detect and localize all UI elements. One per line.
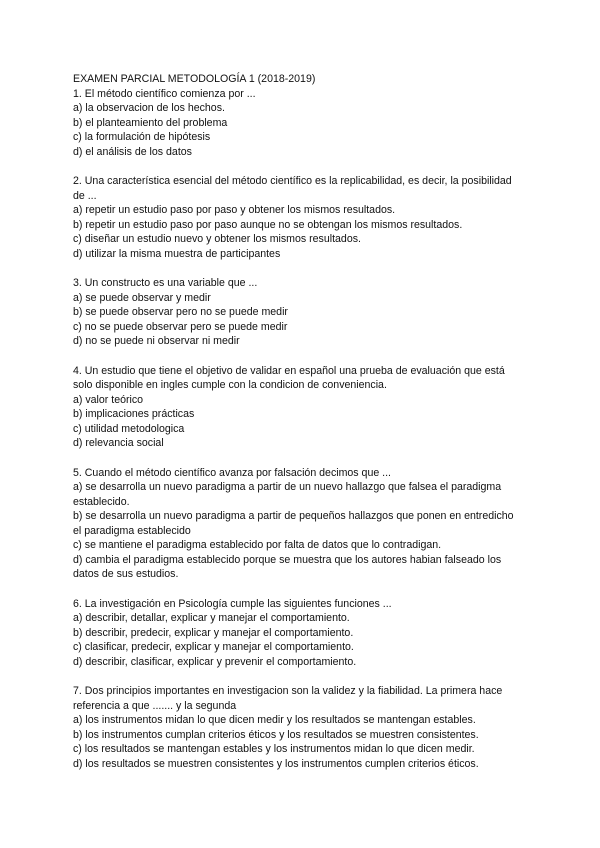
option-c: c) no se puede observar pero se puede medir [73,320,288,333]
question-6 [73,597,523,670]
option-b: b) el planteamiento del problema [73,116,228,129]
question-text: 1. El método científico comienza por ... [73,87,256,100]
option-a: a) repetir un estudio paso por paso y obtener los mismos resultados. [73,204,396,216]
question-2 [73,174,523,261]
option-b: b) se desarrolla un nuevo paradigma a partir de pequeños hallazgos que ponen en entredicho el paradigma establecido [73,510,517,537]
option-c: c) utilidad metodologica [73,422,185,435]
exam-content [73,72,523,786]
option-b: b) describir, predecir, explicar y manejar el comportamiento. [73,626,354,639]
question-text: 3. Un constructo es una variable que ... [73,277,258,289]
option-d: d) no se puede ni observar ni medir [73,335,240,347]
option-b: b) implicaciones prácticas [73,408,195,420]
option-d: d) los resultados se muestren consistentes y los instrumentos cumplen criterios éticos. [73,757,479,770]
option-a: a) se desarrolla un nuevo paradigma a partir de un nuevo hallazgo que falsea el paradigma establecido. [73,481,505,508]
question-text: 5. Cuando el método científico avanza por falsación decimos que ... [73,466,391,479]
question-1 [73,87,523,160]
option-b: b) repetir un estudio paso por paso aunque no se obtengan los mismos resultados. [73,218,463,231]
option-c: c) los resultados se mantengan estables y los instrumentos midan lo que dicen medir. [73,743,475,755]
option-b: b) se puede observar pero no se puede medir [73,306,288,318]
question-7 [73,684,523,771]
option-d: d) describir, clasificar, explicar y prevenir el comportamiento. [73,655,357,668]
option-c: c) se mantiene el paradigma establecido por falta de datos que lo contradigan. [73,539,442,551]
option-d: d) cambia el paradigma establecido porque se muestra que los autores habian falseado los datos de sus estudios. [73,553,505,580]
question-text: 6. La investigación en Psicología cumple las siguientes funciones ... [73,597,392,610]
exam-title: EXAMEN PARCIAL METODOLOGÍA 1 (2018-2019) [73,73,316,85]
question-3 [73,276,523,349]
question-text: 2. Una característica esencial del método científico es la replicabilidad, es decir, la posibilidad de ... [73,175,515,202]
option-a: a) describir, detallar, explicar y manejar el comportamiento. [73,612,350,624]
option-b: b) los instrumentos cumplan criterios éticos y los resultados se muestren consistentes. [73,728,479,741]
option-a: a) los instrumentos midan lo que dicen medir y los resultados se mantengan estables. [73,714,476,726]
question-4 [73,364,523,451]
option-a: a) la observacion de los hechos. [73,102,225,114]
option-c: c) clasificar, predecir, explicar y manejar el comportamiento. [73,641,354,653]
option-c: c) la formulación de hipótesis [73,131,211,143]
option-d: d) el análisis de los datos [73,145,192,158]
option-c: c) diseñar un estudio nuevo y obtener los mismos resultados. [73,233,361,245]
option-d: d) relevancia social [73,437,164,449]
option-a: a) valor teórico [73,393,144,406]
option-d: d) utilizar la misma muestra de participantes [73,247,281,260]
question-text: 4. Un estudio que tiene el objetivo de validar en español una prueba de evaluación que está solo disponible en ingles cumple con la condicion de conveniencia. [73,364,508,391]
question-5 [73,466,523,582]
option-a: a) se puede observar y medir [73,291,211,304]
question-text: 7. Dos principios importantes en investigacion son la validez y la fiabilidad. La primera hace referencia a que ....... y la segunda [73,685,506,712]
